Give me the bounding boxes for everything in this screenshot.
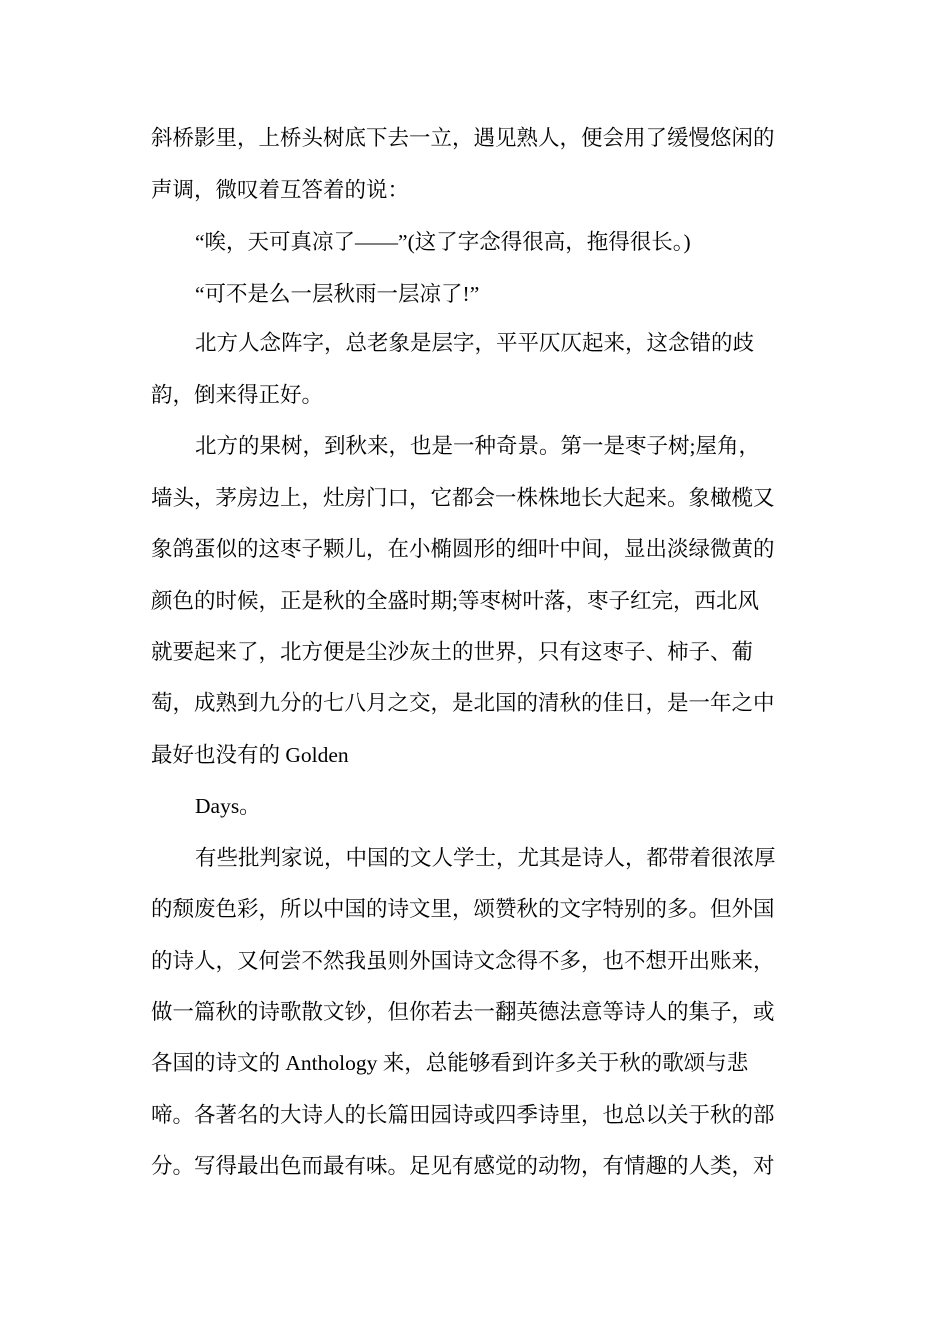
text-line: 墙头，茅房边上，灶房门口，它都会一株株地长大起来。象橄榄又 — [151, 486, 775, 510]
text-line: 做一篇秋的诗歌散文钞，但你若去一翻英德法意等诗人的集子，或 — [151, 1000, 775, 1024]
text-line: 象鸽蛋似的这枣子颗儿，在小椭圆形的细叶中间，显出淡绿微黄的 — [151, 537, 775, 561]
text-line: 斜桥影里，上桥头树底下去一立，遇见熟人，便会用了缓慢悠闲的 — [151, 126, 775, 150]
text-line: 的诗人，又何尝不然我虽则外国诗文念得不多，也不想开出账来， — [151, 949, 775, 973]
text-line: 北方人念阵字，总老象是层字，平平仄仄起来，这念错的歧 — [195, 331, 755, 355]
text-line: “唉，天可真凉了——”(这了字念得很高，拖得很长。) — [195, 230, 691, 254]
text-line: 声调，微叹着互答着的说： — [151, 178, 410, 202]
text-line: 的颓废色彩，所以中国的诗文里，颂赞秋的文字特别的多。但外国 — [151, 897, 775, 921]
text-line: 韵，倒来得正好。 — [151, 383, 324, 407]
text-line: 萄，成熟到九分的七八月之交，是北国的清秋的佳日，是一年之中 — [151, 691, 775, 715]
text-line: “可不是么一层秋雨一层凉了!” — [195, 282, 480, 306]
text-line: 各国的诗文的 Anthology 来，总能够看到许多关于秋的歌颂与悲 — [151, 1051, 749, 1075]
text-line: 分。写得最出色而最有味。足见有感觉的动物，有情趣的人类，对 — [151, 1154, 775, 1178]
text-line: 颜色的时候，正是秋的全盛时期;等枣树叶落，枣子红完，西北风 — [151, 589, 759, 613]
text-line: Days。 — [195, 794, 261, 818]
text-line: 最好也没有的 Golden — [151, 743, 349, 767]
text-line: 啼。各著名的大诗人的长篇田园诗或四季诗里，也总以关于秋的部 — [151, 1103, 775, 1127]
text-line: 北方的果树，到秋来，也是一种奇景。第一是枣子树;屋角， — [195, 434, 760, 458]
text-line: 有些批判家说，中国的文人学士，尤其是诗人，都带着很浓厚 — [195, 846, 776, 870]
text-line: 就要起来了，北方便是尘沙灰土的世界，只有这枣子、柿子、葡 — [151, 640, 754, 664]
